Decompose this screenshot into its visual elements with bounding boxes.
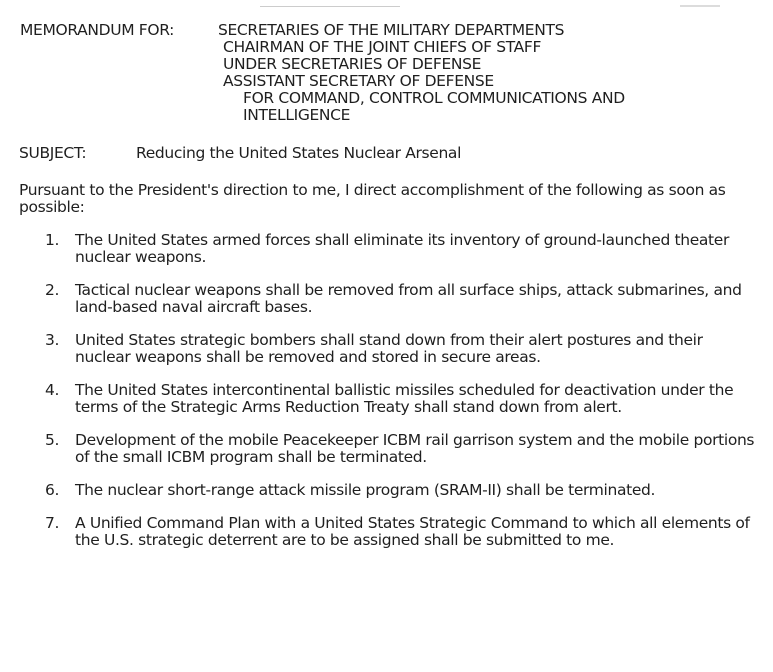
- directive-number: 3.: [45, 331, 60, 349]
- directive-item: [45, 282, 765, 316]
- directive-text: The nuclear short-range attack missile program (SRAM-II) shall be terminated.: [75, 481, 656, 499]
- directive-number: 2.: [45, 281, 60, 299]
- directive-item: [45, 332, 765, 366]
- directive-text: The United States armed forces shall eliminate its inventory of ground-launched theater nuclear weapons.: [75, 231, 729, 266]
- directive-text: A Unified Command Plan with a United States Strategic Command to which all elements of the U.S. strategic deterrent are to be assigned shall be submitted to me.: [75, 514, 750, 549]
- scan-artifact: [260, 0, 400, 7]
- directive-item: [45, 432, 765, 466]
- recipient-line: FOR COMMAND, CONTROL COMMUNICATIONS AND: [243, 89, 625, 107]
- recipient-line: INTELLIGENCE: [243, 106, 351, 124]
- directive-text: The United States intercontinental ballistic missiles scheduled for deactivation under the terms of the Strategic Arms Reduction Treaty shall stand down from alert.: [75, 381, 734, 416]
- directive-item: [45, 382, 765, 416]
- recipient-line: CHAIRMAN OF THE JOINT CHIEFS OF STAFF: [223, 38, 542, 56]
- directive-item: [45, 232, 765, 266]
- directive-text: Tactical nuclear weapons shall be removed from all surface ships, attack submarines, and land-based naval aircraft bases.: [75, 281, 742, 316]
- directive-number: 1.: [45, 231, 60, 249]
- subject-label: SUBJECT:: [19, 144, 87, 162]
- memorandum-label: MEMORANDUM FOR:: [20, 21, 175, 39]
- subject-line: [19, 145, 461, 162]
- subject-text: Reducing the United States Nuclear Arsenal: [136, 144, 462, 162]
- memorandum-header: [20, 22, 625, 124]
- directive-list: [45, 232, 765, 565]
- directive-number: 6.: [45, 481, 60, 499]
- directive-item: [45, 482, 765, 499]
- recipient-line: ASSISTANT SECRETARY OF DEFENSE: [223, 72, 494, 90]
- directive-text: Development of the mobile Peacekeeper ICBM rail garrison system and the mobile portions of the small ICBM program shall be terminated.: [75, 431, 755, 466]
- recipient-line: UNDER SECRETARIES OF DEFENSE: [223, 55, 482, 73]
- intro-paragraph: Pursuant to the President's direction to me, I direct accomplishment of the following as soon as possible:: [19, 181, 726, 216]
- directive-text: United States strategic bombers shall stand down from their alert postures and their nuclear weapons shall be removed and stored in secure areas.: [75, 331, 703, 366]
- directive-item: [45, 515, 765, 549]
- directive-number: 4.: [45, 381, 60, 399]
- recipient-list: [218, 21, 625, 124]
- directive-number: 7.: [45, 514, 60, 532]
- directive-number: 5.: [45, 431, 60, 449]
- scan-artifact: [680, 0, 720, 7]
- recipient-line: SECRETARIES OF THE MILITARY DEPARTMENTS: [218, 21, 565, 39]
